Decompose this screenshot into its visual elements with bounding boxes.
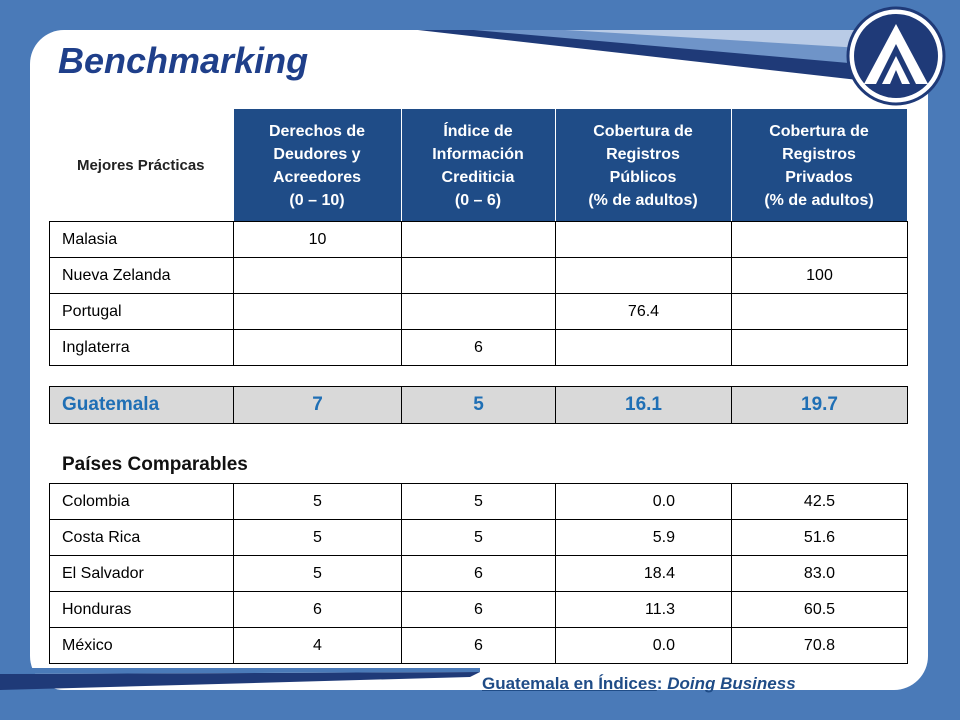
value-cell: 0.0 bbox=[556, 628, 732, 664]
value-cell: 100 bbox=[732, 258, 908, 294]
value-cell: 5 bbox=[234, 484, 402, 520]
country-cell: Malasia bbox=[50, 222, 234, 258]
value-cell: 5 bbox=[402, 520, 556, 556]
value-cell: 11.3 bbox=[556, 592, 732, 628]
value-cell: 5 bbox=[234, 556, 402, 592]
comparables-heading: Países Comparables bbox=[62, 454, 248, 475]
value-cell: 10 bbox=[234, 222, 402, 258]
country-cell: Guatemala bbox=[50, 387, 234, 424]
country-cell: Inglaterra bbox=[50, 330, 234, 366]
value-cell: 5.9 bbox=[556, 520, 732, 556]
guatemala-table bbox=[49, 386, 908, 424]
value-cell: 42.5 bbox=[732, 484, 908, 520]
country-cell: Costa Rica bbox=[50, 520, 234, 556]
table-row bbox=[50, 294, 908, 330]
value-cell bbox=[402, 258, 556, 294]
col-header-indice: Índice de Información Crediticia (0 – 6) bbox=[401, 109, 555, 223]
table-row bbox=[50, 520, 908, 556]
value-cell: 0.0 bbox=[556, 484, 732, 520]
value-cell: 60.5 bbox=[732, 592, 908, 628]
value-cell: 5 bbox=[402, 387, 556, 424]
guatemala-row bbox=[50, 387, 908, 424]
page-title: Benchmarking bbox=[58, 40, 309, 81]
value-cell bbox=[402, 222, 556, 258]
country-cell: México bbox=[50, 628, 234, 664]
value-cell: 19.7 bbox=[732, 387, 908, 424]
footer-link[interactable]: Guatemala en Índices bbox=[482, 674, 657, 693]
value-cell: 18.4 bbox=[556, 556, 732, 592]
table-row bbox=[50, 592, 908, 628]
value-cell bbox=[732, 294, 908, 330]
value-cell: 5 bbox=[402, 484, 556, 520]
country-cell: Honduras bbox=[50, 592, 234, 628]
col-header-publicos: Cobertura de Registros Públicos (% de adultos) bbox=[555, 109, 731, 223]
value-cell bbox=[234, 330, 402, 366]
header-row bbox=[49, 109, 907, 223]
value-cell bbox=[234, 294, 402, 330]
value-cell bbox=[234, 258, 402, 294]
value-cell: 16.1 bbox=[556, 387, 732, 424]
footer-separator: : bbox=[656, 674, 668, 693]
value-cell: 6 bbox=[402, 628, 556, 664]
comparables-table bbox=[49, 483, 908, 664]
value-cell bbox=[556, 258, 732, 294]
value-cell bbox=[732, 222, 908, 258]
value-cell: 4 bbox=[234, 628, 402, 664]
value-cell: 5 bbox=[234, 520, 402, 556]
value-cell: 7 bbox=[234, 387, 402, 424]
value-cell: 6 bbox=[402, 556, 556, 592]
value-cell: 51.6 bbox=[732, 520, 908, 556]
footer-subtitle: Doing Business bbox=[667, 674, 796, 693]
value-cell bbox=[556, 330, 732, 366]
value-cell bbox=[556, 222, 732, 258]
value-cell: 6 bbox=[234, 592, 402, 628]
col-header-derechos: Derechos de Deudores y Acreedores (0 – 10) bbox=[233, 109, 401, 223]
country-cell: Portugal bbox=[50, 294, 234, 330]
footer-source bbox=[482, 674, 796, 694]
col-header-privados: Cobertura de Registros Privados (% de adultos) bbox=[731, 109, 907, 223]
table-row bbox=[50, 222, 908, 258]
footer-swoosh bbox=[0, 668, 480, 692]
value-cell: 70.8 bbox=[732, 628, 908, 664]
value-cell bbox=[402, 294, 556, 330]
value-cell: 83.0 bbox=[732, 556, 908, 592]
best-practices-label: Mejores Prácticas bbox=[49, 109, 233, 223]
country-cell: El Salvador bbox=[50, 556, 234, 592]
value-cell bbox=[732, 330, 908, 366]
table-row bbox=[50, 330, 908, 366]
table-row bbox=[50, 628, 908, 664]
table-row bbox=[50, 556, 908, 592]
best-practices-table bbox=[49, 221, 908, 366]
country-cell: Nueva Zelanda bbox=[50, 258, 234, 294]
value-cell: 6 bbox=[402, 330, 556, 366]
header-table bbox=[49, 108, 908, 223]
value-cell: 6 bbox=[402, 592, 556, 628]
value-cell: 76.4 bbox=[556, 294, 732, 330]
country-cell: Colombia bbox=[50, 484, 234, 520]
logo-icon bbox=[846, 6, 946, 106]
table-row bbox=[50, 484, 908, 520]
table-row bbox=[50, 258, 908, 294]
